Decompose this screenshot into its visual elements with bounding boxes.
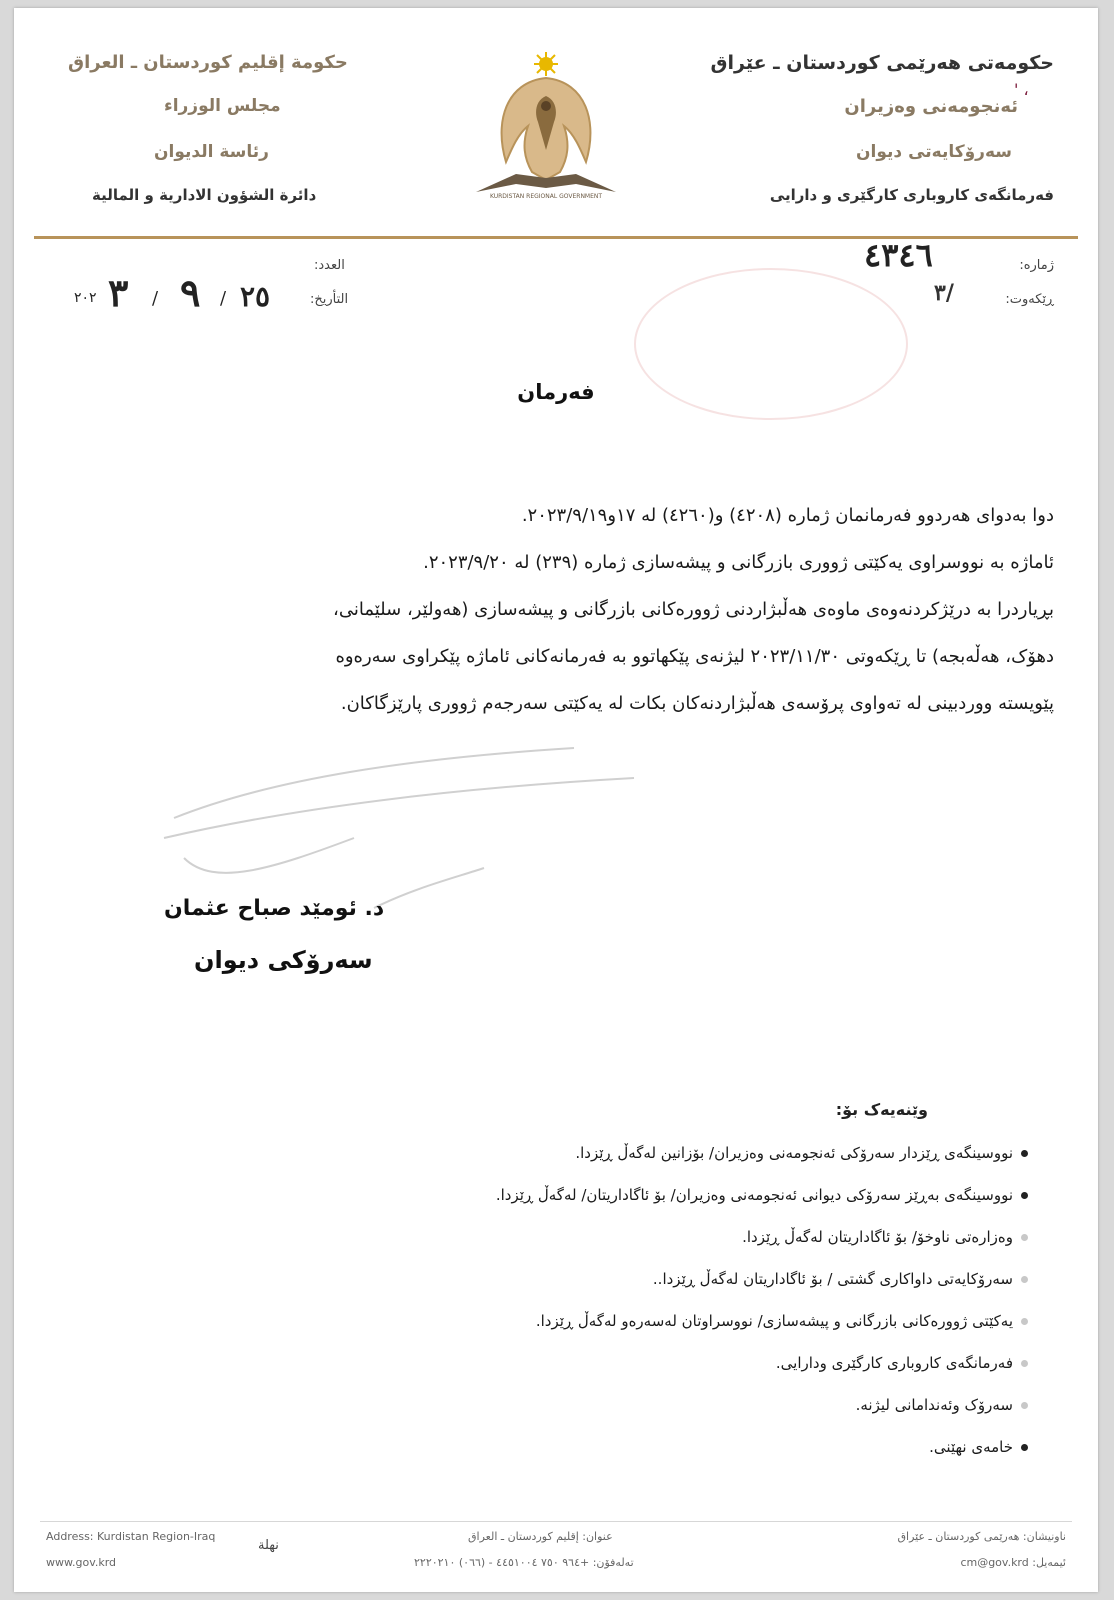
cc-item: خامەی نهێنی.	[496, 1426, 1028, 1468]
date-year-prefix: ٢٠٢	[74, 290, 97, 306]
signatory-name: د. ئومێد صباح عثمان	[164, 896, 385, 921]
date-value-ku: ٣/	[934, 280, 954, 306]
cc-item: سەرۆکایەتی داواکاری گشتی / بۆ ئاگاداریتان لەگەڵ ڕێزدا..	[496, 1258, 1028, 1300]
date-separator: /	[220, 288, 227, 309]
cc-item: فەرمانگەی کاروباری کارگێری ودارایی.	[496, 1342, 1028, 1384]
body-line: دوا بەدوای هەردوو فەرمانمان ژمارە (٤٢٠٨) و(٤٢٦٠) لە ١٧و٢٠٢٣/٩/١٩.	[521, 505, 1054, 526]
body-line: دهۆک، هەڵەبجە) تا ڕێکەوتی ٢٠٢٣/١١/٣٠ لیژنەی پێکهاتوو بە فەرمانەکانی ئاماژە پێکراوی سەرەوە	[335, 646, 1054, 667]
cc-item: یەکێتی ژوورەکانی بازرگانی و پیشەسازی/ نووسراوتان لەسەرەو لەگەڵ ڕێزدا.	[496, 1300, 1028, 1342]
bullet-icon	[1021, 1150, 1028, 1157]
cc-list	[496, 1132, 1028, 1468]
footer-address-ku: ناونیشان: هەرێمی کوردستان ـ عێراق	[897, 1530, 1066, 1543]
krg-emblem-logo	[466, 52, 626, 202]
header-kurdish-government: حکومەتی هەرێمی کوردستان ـ عێراق	[710, 52, 1054, 74]
bullet-icon	[1021, 1360, 1028, 1367]
header-kurdish-presidency: سەرۆکایەتی دیوان	[856, 142, 1012, 162]
number-label-ku: ژمارە:	[1019, 258, 1054, 273]
header-arabic-presidency: رئاسة الديوان	[154, 142, 269, 162]
footer-phone: تەلەفۆن: +٩٦٤ ٧٥٠ ٤٤٥١٠٠٤ - (٠٦٦) ٢٢٢٠٢١٠	[414, 1556, 634, 1569]
cc-heading: وێنەیەک بۆ:	[835, 1100, 928, 1119]
body-line: پێویستە ووردبینی لە تەواوی پرۆسەی هەڵبژاردنەکان بکات لە یەکێتی سەرجەم ژووری پارێزگاکان.	[340, 693, 1054, 714]
bullet-icon	[1021, 1402, 1028, 1409]
header-arabic-government: حكومة إقليم كوردستان ـ العراق	[68, 52, 348, 73]
footer-address-en: Address: Kurdistan Region-Iraq	[46, 1530, 216, 1543]
bullet-icon	[1021, 1318, 1028, 1325]
bullet-icon	[1021, 1192, 1028, 1199]
bullet-icon	[1021, 1444, 1028, 1451]
number-value: ٤٣٤٦	[864, 236, 933, 274]
header-arabic-council: مجلس الوزراء	[164, 96, 281, 116]
cc-item: وەزارەتی ناوخۆ/ بۆ ئاگاداریتان لەگەڵ ڕێزدا.	[496, 1216, 1028, 1258]
footer-address-ar: عنوان: إقليم كوردستان ـ العراق	[468, 1530, 613, 1543]
number-label-ar: العدد:	[314, 258, 345, 273]
signatory-position: سەرۆکی دیوان	[194, 946, 373, 974]
date-day: ٢٥	[240, 280, 271, 313]
body-line: ئاماژە بە نووسراوی یەکێتی ژووری بازرگانی و پیشەسازی ژمارە (٢٣٩) لە ٢٠٢٣/٩/٢٠.	[423, 552, 1054, 573]
date-month: ٩	[180, 270, 201, 315]
date-separator: /	[152, 288, 159, 309]
ink-mark: ' ،	[1014, 80, 1029, 99]
cc-item: سەرۆک وئەندامانی لیژنە.	[496, 1384, 1028, 1426]
document-page	[14, 8, 1098, 1592]
bullet-icon	[1021, 1276, 1028, 1283]
bullet-icon	[1021, 1234, 1028, 1241]
footer-website: www.gov.krd	[46, 1556, 117, 1569]
date-label-ar: التأريخ:	[310, 292, 349, 307]
cc-item: نووسینگەی بەڕێز سەرۆکی دیوانی ئەنجومەنی وەزیران/ بۆ ئاگاداریتان/ لەگەڵ ڕێزدا.	[496, 1174, 1028, 1216]
footer-email: ئیمەیل: cm@gov.krd	[960, 1556, 1066, 1569]
document-title: فەرمان	[517, 380, 595, 404]
logo-text: KURDISTAN REGIONAL GOVERNMENT	[489, 193, 603, 200]
footer-initials: نهلة	[258, 1538, 279, 1553]
header-arabic-department: دائرة الشؤون الادارية و المالية	[92, 186, 317, 204]
header-kurdish-council: ئەنجومەنی وەزیران	[844, 96, 1018, 117]
document-body	[74, 492, 1054, 727]
signature-scribble	[154, 738, 674, 918]
date-label-ku: ڕێکەوت:	[1005, 292, 1054, 307]
body-line: بڕیاردرا بە درێژکردنەوەی ماوەی هەڵبژاردنی ژوورەکانی بازرگانی و پیشەسازی (هەولێر، سلێمانی،	[333, 599, 1054, 620]
footer-divider	[40, 1521, 1072, 1522]
date-year-digit: ٣	[108, 270, 129, 315]
header-kurdish-department: فەرمانگەی کاروباری کارگێری و دارایی	[769, 186, 1054, 204]
cc-item: نووسینگەی ڕێزدار سەرۆکی ئەنجومەنی وەزیران/ بۆزانین لەگەڵ ڕێزدا.	[496, 1132, 1028, 1174]
